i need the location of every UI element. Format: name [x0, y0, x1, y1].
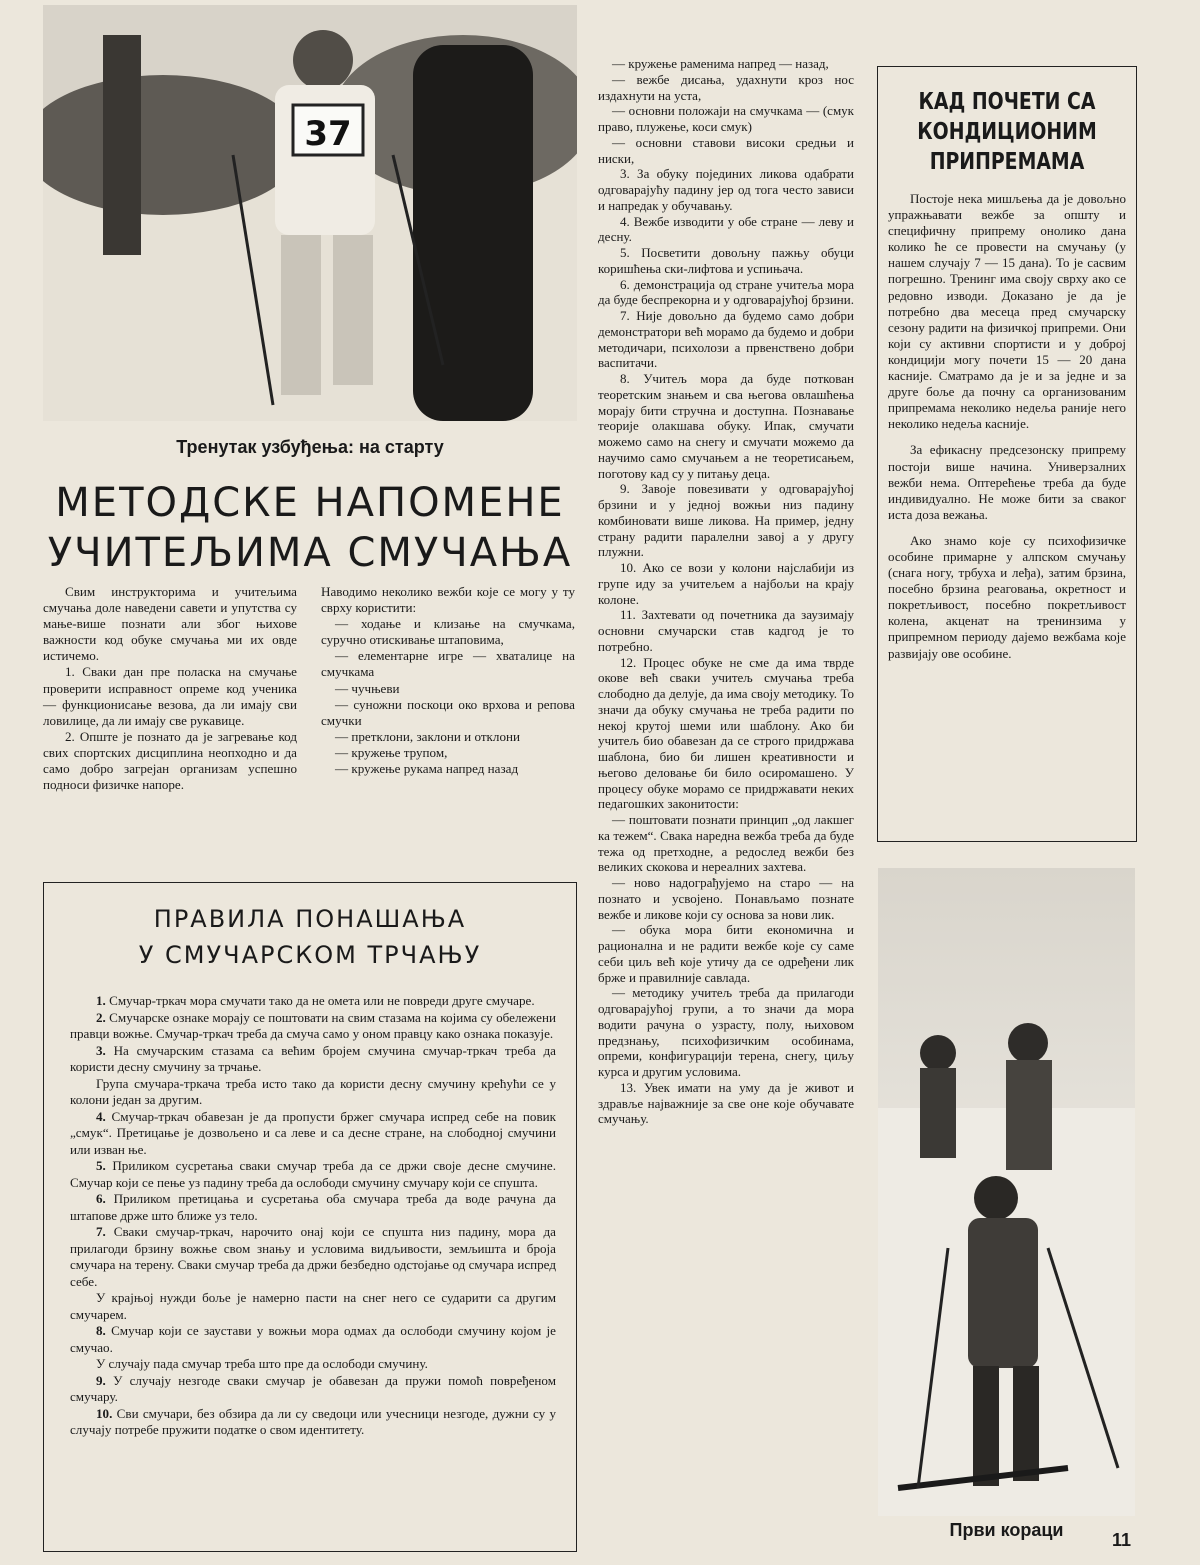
photo-first-steps-illustration	[878, 868, 1135, 1516]
rule-item	[70, 1010, 556, 1043]
rule-number: 3.	[96, 1042, 106, 1058]
conditioning-paragraph: Постоје нека мишљења да је довољно упражњавати вежбе за општу и специфичну припрему онолико дана колико ће се провести на смучању (у нашем случају 7 — 15 дана). То је сасвим погрешно. Тренинг има своју сврху ако се редовно изводи. Доказано је да је потребно два месеца пред смучарску сезону радити на физичкој припреми. Они који су активни спортисти и у доброј кондицији могу почети 15 — 20 дана касније. Сматрамо да је и за једне и за друге боље да почну са организованим припремама неколико недеља раније него неколико недеља касније.	[888, 191, 1126, 432]
exercise-list-item: — елементарне игре — хваталице на смучкама	[321, 648, 575, 680]
rule-text: Смучар-тркач мора смучати тако да не омета или не повреди друге смучаре.	[109, 993, 535, 1008]
rule-text: Смучар-тркач обавезан је да пропусти бржег смучара испред себе на повик „смук“. Претицање је дозвољено и са леве и са десне стране, на слободној смучини или изван ње.	[70, 1108, 557, 1157]
article-column-2	[321, 584, 575, 777]
rule-number: 2.	[96, 1009, 106, 1025]
rule-number: 9.	[96, 1372, 106, 1388]
photo-ski-race-start-illustration	[43, 5, 577, 421]
exercise-list-item: — чучњеви	[335, 680, 400, 696]
rule-item	[70, 1043, 556, 1076]
article-paragraph: — ново надограђујемо на старо — на познато и усвојено. Понављамо познате вежбе и ликове који су основа за нови лик.	[598, 875, 854, 922]
article-paragraph: 13. Увек имати на уму да је живот и здравље најважније за све оне које обучавате смучању.	[598, 1079, 854, 1127]
rule-text: Група смучара-тркача треба исто тако да користи десну смучину крећући се у колони један за другим.	[70, 1075, 556, 1107]
rule-item	[70, 1406, 556, 1439]
rule-text: Сви смучари, без обзира да ли су сведоци или учесници незгоде, дужни су у случају потребе пружити податке о свом идентитету.	[70, 1405, 556, 1437]
article-paragraph: 9. Завоје повезивати у одговарајућој брзини и у једној вожњи низ падину комбиновати више ликова. На пример, једну страну радити паралелни завој а у другу плужни.	[598, 481, 854, 560]
rule-text: У случају незгоде сваки смучар је обавезан да пружи помоћ повређеном смучару.	[70, 1372, 556, 1404]
rule-text: Сваки смучар-тркач, нарочито онај који се спушта низ падину, мора да прилагоди брзину вожње свом знању и условима видљивости, земљишта и броја смучара на терену. Сваки смучар треба да држи безбедно одстојање од смучара испред себе.	[70, 1224, 556, 1289]
conditioning-box-title	[901, 87, 1113, 177]
article-paragraph: 10. Ако се вози у колони најслабији из групе иду за учитељем а најбољи на крају колоне.	[598, 560, 854, 607]
rule-text: Смучарске ознаке морају се поштовати на свим стазама на којима су обележени правци вожње. Смучар-тркач треба да смуча само у оном правцу како ознака показује.	[70, 1009, 556, 1041]
rule-text: У крајњој нужди боље је намерно пасти на снег него се сударити са другим смучарем.	[70, 1290, 556, 1322]
conditioning-title-line-1: КАД ПОЧЕТИ СА	[918, 89, 1096, 115]
article-paragraph: 2. Опште је познато да је загревање код свих спортских дисциплина неопходно и да само добро загрејан организам успешно подноси физичке напоре.	[43, 728, 297, 793]
conditioning-title-line-3: ПРИПРЕМАМА	[929, 149, 1085, 175]
rule-number: 7.	[96, 1224, 106, 1239]
article-paragraph: 1. Сваки дан пре поласка на смучање проверити исправност опреме код ученика — функционисање везова, да ли имају сви ловилице, да ли имају све рукавице.	[43, 664, 297, 728]
rule-item	[70, 1290, 556, 1323]
rules-box-title	[44, 901, 576, 973]
rule-number: 10.	[96, 1405, 113, 1421]
rule-text: У случају пада смучар треба што пре да ослободи смучину.	[96, 1356, 428, 1371]
bib-number: 37	[304, 114, 352, 154]
article-column-1	[43, 584, 297, 793]
rule-text: Приликом претицања и сусретања оба смучара треба да воде рачуна да штапове држе што ближе уз тело.	[70, 1191, 556, 1223]
article-headline	[43, 478, 577, 578]
photo-caption-top: Тренутак узбуђења: на старту	[176, 437, 444, 457]
rules-list	[70, 993, 556, 1439]
headline-line-2: УЧИТЕЉИМА СМУЧАЊА	[47, 530, 573, 576]
rule-number: 8.	[96, 1323, 106, 1338]
conditioning-paragraph: За ефикасну предсезонску припрему постоји више начина. Универзалних вежби нема. Оптерећење треба да буде индивидуално. Не може бити за сваког иста доза вежања.	[888, 442, 1126, 522]
article-paragraph: — вежбе дисања, удахнути кроз нос издахнути на уста,	[598, 71, 854, 103]
article-paragraph: Наводимо неколико вежби које се могу у ту сврху користити:	[321, 584, 575, 616]
rule-item	[70, 1224, 556, 1290]
rule-item	[70, 993, 556, 1010]
article-paragraph: Свим инструкторима и учитељима смучања доле наведени савети и упутства су мање-више познати али због њихове важности код обуке смучања ми их овде истичемо.	[43, 584, 297, 664]
rule-text: Смучар који се заустави у вожњи мора одмах да ослободи смучину којом је смучао.	[70, 1323, 556, 1355]
article-paragraph: 5. Посветити довољну пажњу обуци коришћења ски-лифтова и успињача.	[598, 245, 854, 276]
article-paragraph: 11. Захтевати од почетника да заузимају основни смучарски став кадгод је то потребно.	[598, 607, 854, 654]
rule-text: На смучарским стазама са већим бројем смучина смучар-тркач треба да користи десну смучину за трчање.	[70, 1042, 556, 1074]
article-paragraph: 3. За обуку појединих ликова одабрати одговарајућу падину јер од тога често зависи и напредак у обучавању.	[598, 166, 854, 213]
article-paragraph: — обука мора бити економична и рационална и не радити вежбе које су саме себи циљ већ које утичу да се одређени лик брже и правилније савлада.	[598, 922, 854, 985]
article-paragraph: 7. Није довољно да будемо само добри демонстратори већ морамо да будемо и добри методичари, психолози а првенствено добри васпитачи.	[598, 308, 854, 371]
rules-title-line-2: У СМУЧАРСКОМ ТРЧАЊУ	[138, 941, 482, 969]
article-paragraph: — поштовати познати принцип „од лакшег ка тежем“. Свака наредна вежба треба да буде тежа од претходне, а редослед вежби без великих скокова и нереалних захтева.	[598, 812, 854, 875]
conditioning-paragraph: Ако знамо које су психофизичке особине примарне у алпском смучању (снага ногу, трбуха и леђа), затим брзина, посебно брзина реаговања, окретност и покретљивост, посебно покретљивост колена, акценат на тренинзима у припремном периоду дајемо вежбама које развијају ове особине.	[888, 532, 1126, 661]
rule-item	[70, 1323, 556, 1356]
exercise-list-item: — ходање и клизање на смучкама, суручно отискивање штаповима,	[321, 616, 575, 648]
page-number: 11	[1112, 1530, 1132, 1550]
rule-number: 6.	[96, 1191, 106, 1206]
rule-number: 1.	[96, 993, 106, 1008]
exercise-list-item: — кружење рукама напред назад	[335, 761, 519, 777]
rule-item	[70, 1356, 556, 1373]
rules-title-line-1: ПРАВИЛА ПОНАШАЊА	[153, 905, 467, 933]
exercise-list-item: — суножни поскоци око врхова и репова смучки	[321, 696, 575, 728]
article-paragraph: 6. демонстрација од стране учитеља мора да буде беспрекорна и у одговарајућој брзини.	[598, 276, 854, 308]
rule-item	[70, 1373, 556, 1406]
photo-caption-right: Први кораци	[949, 1520, 1064, 1540]
article-paragraph: 4. Вежбе изводити у обе стране — леву и десну.	[598, 213, 854, 245]
article-paragraph: 8. Учитељ мора да буде поткован теоретским знањем и сва његова овлашћења морају бити стручна и доступна. Познавање теорије олакшава обуку. Ипак, смучати можемо само на снегу и смучати можемо да научимо само смучањем а не теоретисањем, поготову кад су у питању деца.	[598, 371, 854, 481]
conditioning-title-line-2: КОНДИЦИОНИМ	[917, 119, 1097, 145]
rule-item	[70, 1191, 556, 1224]
rules-box	[43, 882, 577, 1552]
article-paragraph: — основни положаји на смучкама — (смук право, плужење, коси смук)	[598, 103, 854, 134]
conditioning-text	[888, 191, 1126, 662]
photo-first-steps	[878, 868, 1135, 1516]
article-paragraph: — основни ставови високи средњи и ниски,	[598, 134, 854, 166]
rule-item	[70, 1158, 556, 1191]
article-column-3	[598, 56, 854, 1127]
rule-item	[70, 1076, 556, 1109]
rule-item	[70, 1109, 556, 1159]
exercise-list-item: — претклони, заклони и отклони	[335, 728, 521, 744]
article-paragraph: 12. Процес обуке не сме да има тврде окове већ сваки учитељ смучања треба слободно да делује, да има своју методику. То значи да обуку смучања не треба радити по некој крутој шеми или шаблону. Ако би учитељ био обавезан да се строго придржава шаблона, био би лишен креативности и његово деловање би било осиромашено. У процесу обуке морамо се придржавати неких педагошких законитости:	[598, 654, 854, 812]
rule-number: 5.	[96, 1158, 106, 1173]
rule-number: 4.	[96, 1108, 106, 1124]
conditioning-box	[877, 66, 1137, 842]
article-paragraph: — кружење раменима напред — назад,	[612, 56, 829, 71]
rule-text: Приликом сусретања сваки смучар треба да се држи своје десне смучине. Смучар који се пење уз падину треба да ослободи смучину смучару који се спушта.	[70, 1158, 556, 1190]
headline-line-1: МЕТОДСКЕ НАПОМЕНЕ	[55, 480, 565, 526]
article-paragraph: — методику учитељ треба да прилагоди одговарајућој групи, а то значи да мора водити рачуна о узрасту, полу, њиховом предзнању, психофизичким особинама, опреми, конфигурацији терена, снегу, циљу курса и другим условима.	[598, 985, 854, 1079]
exercise-list-item: — кружење трупом,	[335, 744, 448, 760]
photo-ski-race-start	[43, 5, 577, 421]
